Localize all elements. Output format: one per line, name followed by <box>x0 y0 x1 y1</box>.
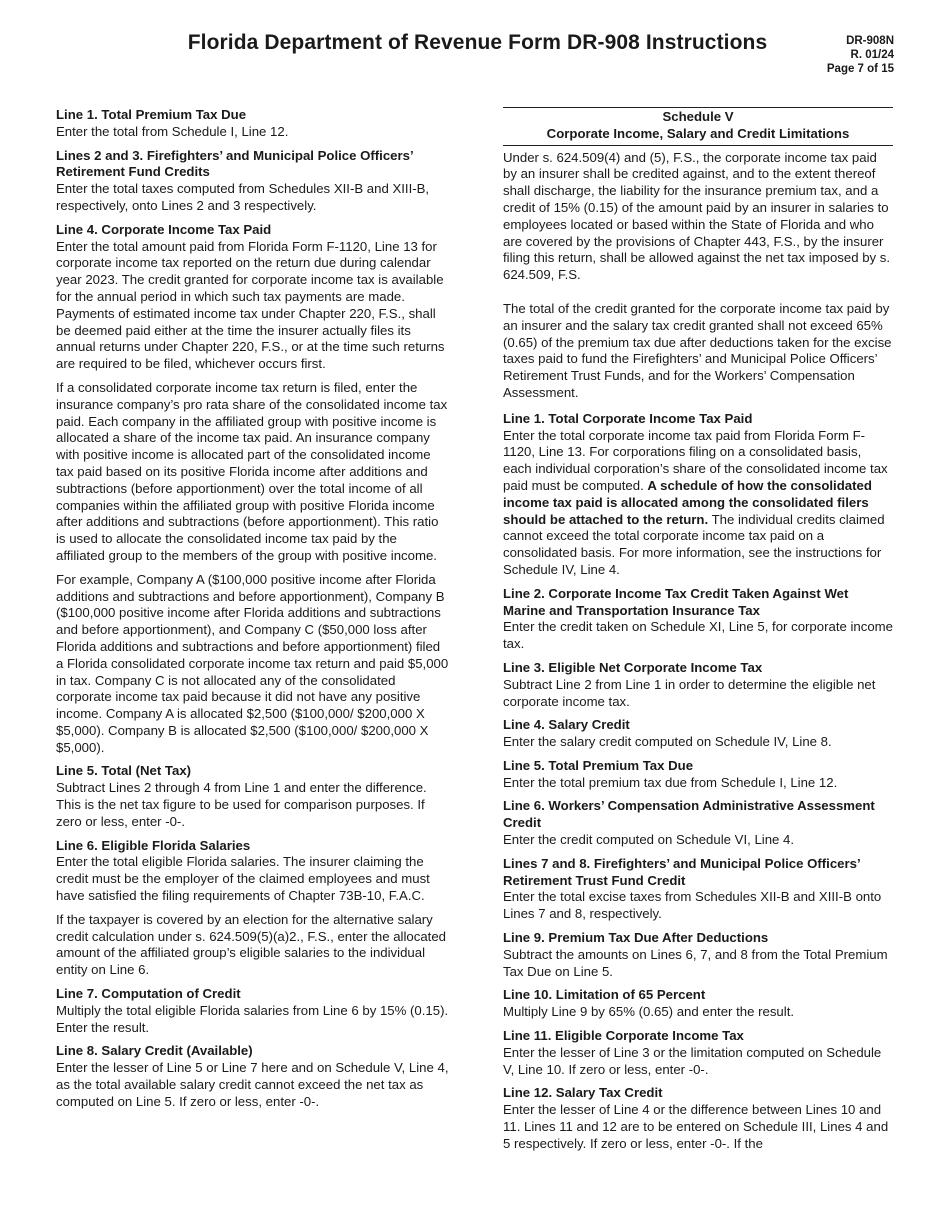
form-number: DR-908N <box>846 35 894 47</box>
section-heading: Line 5. Total (Net Tax) <box>56 763 192 779</box>
section-heading: Line 12. Salary Tax Credit <box>503 1085 663 1101</box>
bold-notice: A schedule of how the consolidated income tax paid is allocated among the consolidated filers should be attached to the return. <box>503 477 872 527</box>
instruction-lines-2-3 <box>56 148 449 215</box>
section-heading: Line 8. Salary Credit (Available) <box>56 1043 253 1059</box>
section-heading: Line 7. Computation of Credit <box>56 986 241 1002</box>
schedule-v-line-10 <box>503 987 893 1021</box>
instruction-line-4 <box>56 222 449 757</box>
section-text: For example, Company A ($100,000 positive income after Florida additions and subtractions and before apportionment), Company B ($100,000 positive income after Florida additions and subtractions and before apportionment), and Company C ($50,000 loss after Florida additions and subtractions and before apportionment) filed a Florida consolidated corporate income tax return and paid $5,000 in tax. Company C is not allocated any of the consolidated corporate income tax paid because it did not have any positive income. Company A is allocated $2,500 ($100,000/ $200,000 X $5,000). Company B is allocated $2,500 ($100,000/ $200,000 X $5,000). <box>56 571 449 755</box>
section-heading: Line 1. Total Premium Tax Due <box>56 107 247 122</box>
section-text <box>503 428 893 579</box>
section-text: Subtract Lines 2 through 4 from Line 1 and enter the difference. This is the net tax figure to be used for comparison purposes. If zero or less, enter -0-. <box>56 780 427 829</box>
section-text: Enter the total from Schedule I, Line 12. <box>56 123 289 139</box>
section-heading: Line 2. Corporate Income Tax Credit Taken Against Wet Marine and Transportation Insurance Tax <box>503 585 849 618</box>
schedule-v-line-5 <box>503 758 893 792</box>
section-heading: Line 4. Corporate Income Tax Paid <box>56 221 272 237</box>
schedule-v-lines-7-8 <box>503 856 893 923</box>
section-text: Enter the credit taken on Schedule XI, Line 5, for corporate income tax. <box>503 619 893 652</box>
section-text: Enter the total excise taxes from Schedules XII-B and XIII-B onto Lines 7 and 8, respectively. <box>503 889 882 922</box>
instruction-line-6 <box>56 838 449 979</box>
section-text: Enter the total taxes computed from Schedules XII-B and XIII-B, respectively, onto Lines 2 and 3 respectively. <box>56 181 430 213</box>
section-text: If the taxpayer is covered by an election for the alternative salary credit calculation under s. 624.509(5)(a)2., F.S., enter the allocated amount of the affiliated group’s eligible salaries to the individual entity on Line 6. <box>56 911 446 978</box>
instruction-line-5 <box>56 763 449 830</box>
page-number: Page 7 of 15 <box>826 63 894 75</box>
section-heading: Line 11. Eligible Corporate Income Tax <box>503 1028 744 1044</box>
section-text: Enter the lesser of Line 3 or the limitation computed on Schedule V, Line 10. If zero or less, enter -0-. <box>503 1044 882 1077</box>
section-heading: Line 10. Limitation of 65 Percent <box>503 987 706 1003</box>
section-heading: Line 9. Premium Tax Due After Deductions <box>503 930 769 946</box>
schedule-v-line-12 <box>503 1085 893 1152</box>
section-text: Multiply Line 9 by 65% (0.65) and enter the result. <box>503 1004 795 1020</box>
section-text: Multiply the total eligible Florida salaries from Line 6 by 15% (0.15). Enter the result. <box>56 1002 449 1035</box>
instruction-line-1 <box>56 107 449 141</box>
text-segment: Enter the total corporate income tax paid from Florida Form F-1120, Line 13. For corporations filing on a consolidated basis, each individual corporation’s share of the consolidated income tax paid must be computed. <box>503 427 888 493</box>
instruction-line-7 <box>56 986 449 1036</box>
section-heading: Line 4. Salary Credit <box>503 717 630 733</box>
instruction-line-8 <box>56 1043 449 1110</box>
section-text: Subtract Line 2 from Line 1 in order to determine the eligible net corporate income tax. <box>503 676 876 709</box>
section-text: Enter the total premium tax due from Schedule I, Line 12. <box>503 774 838 790</box>
section-heading: Lines 7 and 8. Firefighters’ and Municipal Police Officers’ Retirement Trust Fund Credit <box>503 855 860 888</box>
schedule-v-line-11 <box>503 1028 893 1078</box>
schedule-v-line-1 <box>503 411 893 579</box>
intro-paragraph: Under s. 624.509(4) and (5), F.S., the corporate income tax paid by an insurer shall be credited against, and to the extent thereof shall discharge, the liability for the insurance premium tax, and a credit of 15% (0.15) of the amount paid by an insurer in salaries to employees located or based within the State of Florida and who are covered by the provisions of Chapter 443, F.S., by the insurer filing this return, shall be allowed against the net tax imposed by s. 624.509, F.S. <box>503 149 891 283</box>
form-identifier <box>827 34 894 76</box>
section-text: Enter the lesser of Line 4 or the difference between Lines 10 and 11. Lines 11 and 12 are to be entered on Schedule III, Lines 4 and 5 respectively. If zero or less, enter -0-. If the <box>503 1102 889 1151</box>
section-text: Enter the lesser of Line 5 or Line 7 here and on Schedule V, Line 4, as the total available salary credit cannot exceed the net tax as computed on Line 5. If zero or less, enter -0-. <box>56 1060 449 1109</box>
schedule-v-line-6 <box>503 798 893 848</box>
schedule-header <box>503 107 893 146</box>
text-segment: The individual credits claimed cannot exceed the total corporate income tax paid on a consolidated basis. For more information, see the instructions for Schedule IV, Line 4. <box>503 511 885 577</box>
schedule-subtitle: Corporate Income, Salary and Credit Limitations <box>546 125 850 141</box>
schedule-v-line-4 <box>503 717 893 751</box>
section-heading: Line 6. Eligible Florida Salaries <box>56 837 251 853</box>
section-heading: Line 1. Total Corporate Income Tax Paid <box>503 410 753 426</box>
left-column <box>56 107 449 1118</box>
page-title: Florida Department of Revenue Form DR-908 Instructions <box>187 31 768 54</box>
section-text: Subtract the amounts on Lines 6, 7, and 8 from the Total Premium Tax Due on Line 5. <box>503 946 888 979</box>
schedule-v-line-9 <box>503 930 893 980</box>
section-heading: Line 3. Eligible Net Corporate Income Tax <box>503 659 763 675</box>
section-text: Enter the credit computed on Schedule VI, Line 4. <box>503 832 795 848</box>
section-text: Enter the total eligible Florida salaries. The insurer claiming the credit must be the employer of the claimed employees and must have satisfied the filing requirements of Chapter 73B-10, F.A.C. <box>56 854 430 904</box>
section-heading: Lines 2 and 3. Firefighters’ and Municipal Police Officers’ Retirement Fund Credits <box>56 147 413 180</box>
section-heading: Line 5. Total Premium Tax Due <box>503 757 694 773</box>
form-revision: R. 01/24 <box>850 49 894 61</box>
section-text: Enter the total amount paid from Florida Form F-1120, Line 13 for corporate income tax reported on the return due during calendar year 2023. The credit granted for corporate income tax is available for the annual period in which such tax payments are made. Payments of estimated income tax under Chapter 220, F.S., shall be deemed paid either at the time the insurer actually files its annual returns under Chapter 220, F.S., or at the time such returns are required to be filed, whichever occurs first. <box>56 238 445 372</box>
section-text: If a consolidated corporate income tax return is filed, enter the insurance company’s pro rata share of the consolidated income tax paid. Each company in the affiliated group with positive income is allocated a share of the income tax paid. An insurance company with positive income is allocated part of the consolidated income tax paid based on its positive Florida income after additions and subtractions (before apportionment) over the total income of all companies within the affiliated group with positive Florida income after additions and subtractions (before apportionment). This ratio is used to allocate the consolidated income tax paid by the affiliated group to the members of the group with positive income. <box>56 379 448 563</box>
schedule-title: Schedule V <box>662 109 734 124</box>
intro-paragraph: The total of the credit granted for the corporate income tax paid by an insurer and the salary tax credit granted shall not exceed 65% (0.65) of the premium tax due after deductions taken for the excise taxes paid to fund the Firefighters’ and Municipal Police Officers’ Retirement Trust Funds, and for the Workers’ Compensation Assessment. <box>503 300 892 400</box>
schedule-v-line-2 <box>503 586 893 653</box>
section-text: Enter the salary credit computed on Schedule IV, Line 8. <box>503 734 832 750</box>
section-heading: Line 6. Workers’ Compensation Administrative Assessment Credit <box>503 798 875 831</box>
schedule-v-line-3 <box>503 660 893 710</box>
right-column <box>503 107 893 1160</box>
